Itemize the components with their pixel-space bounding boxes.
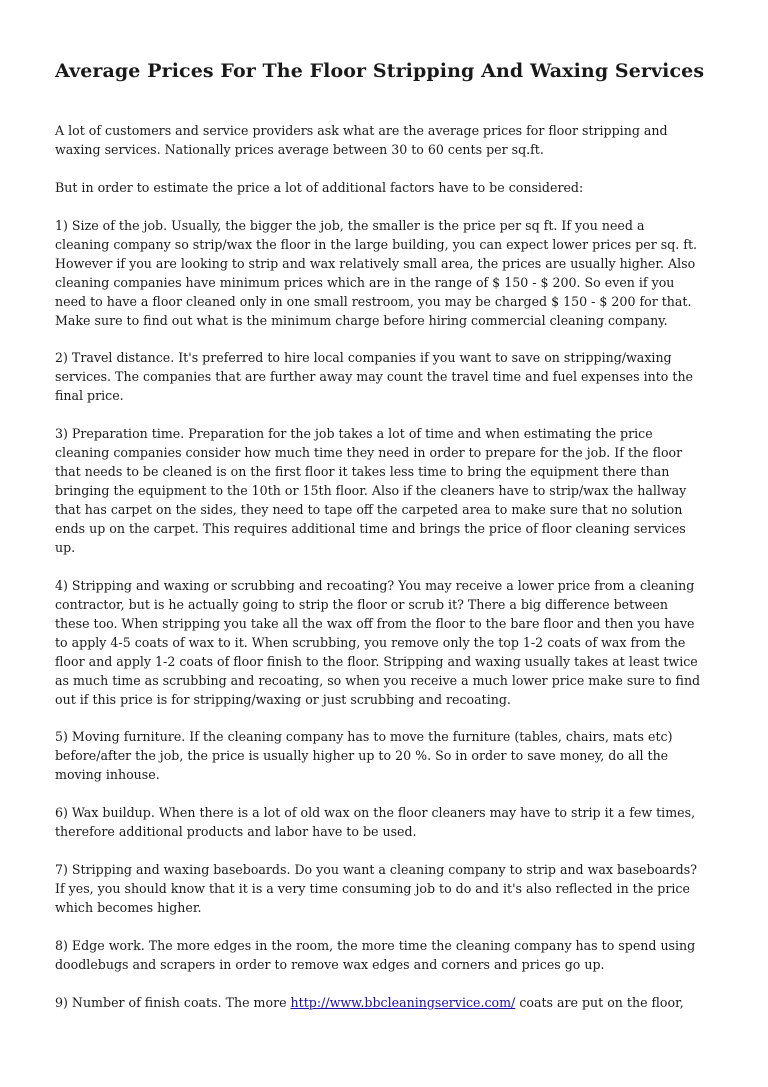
paragraph-line: that needs to be cleaned is on the first floor it takes less time to bring the equipment there than [55, 464, 670, 480]
paragraph-line: 8) Edge work. The more edges in the room, the more time the cleaning company has to spend using [55, 937, 696, 953]
paragraph-line: services. The companies that are further away may count the travel time and fuel expenses into the [55, 369, 694, 385]
paragraph-9 [55, 994, 715, 1013]
paragraph-line: But in order to estimate the price a lot of additional factors have to be considered: [55, 179, 584, 195]
paragraph-line: doodlebugs and scrapers in order to remove wax edges and corners and prices go up. [55, 956, 605, 972]
paragraph-line: 1) Size of the job. Usually, the bigger the job, the smaller is the price per sq ft. If you need a [55, 217, 645, 233]
paragraph-line: final price. [55, 388, 124, 404]
paragraph-text-after-link: coats are put on the floor, [515, 994, 684, 1010]
paragraph-2 [55, 217, 715, 331]
paragraph-line: out if this price is for stripping/waxing or just scrubbing and recoating. [55, 691, 511, 707]
document-body [55, 122, 715, 1032]
paragraph-line: Make sure to find out what is the minimum charge before hiring commercial cleaning company. [55, 312, 668, 328]
paragraph-line: A lot of customers and service providers ask what are the average prices for floor stripping and [55, 123, 668, 138]
paragraph-line: 3) Preparation time. Preparation for the job takes a lot of time and when estimating the price [55, 426, 653, 442]
paragraph-line: bringing the equipment to the 10th or 15th floor. Also if the cleaners have to strip/wax the hallway [55, 483, 687, 499]
paragraph-line: before/after the job, the price is usually higher up to 20 %. So in order to save money, do all the [55, 748, 669, 764]
paragraph-text-before-link: 9) Number of finish coats. The more [55, 994, 291, 1010]
page-title: Average Prices For The Floor Stripping And Waxing Services [55, 60, 705, 82]
paragraph-line: If yes, you should know that it is a very time consuming job to do and it's also reflected in the price [55, 881, 690, 896]
paragraph-line: cleaning companies consider how much time they need in order to prepare for the job. If the floor [55, 445, 683, 461]
paragraph-line: up. [55, 539, 76, 555]
paragraph-line: ends up on the carpet. This requires additional time and brings the price of floor cleaning services [55, 520, 686, 536]
paragraph-9 [55, 937, 715, 975]
paragraph-line: to apply 4-5 coats of wax to it. When scrubbing, you remove only the top 1-2 coats of wax from the [55, 634, 686, 650]
paragraph-line: cleaning company so strip/wax the floor in the large building, you can expect lower prices per sq. ft. [55, 236, 698, 252]
bbcleaningservice-link[interactable]: http://www.bbcleaningservice.com/ [290, 994, 516, 1010]
paragraph-line: cleaning companies have minimum prices which are in the range of $ 150 - $ 200. So even if you [55, 274, 675, 290]
paragraph-line: 2) Travel distance. It's preferred to hire local companies if you want to save on stripping/waxing [55, 350, 672, 366]
paragraph-line: therefore additional products and labor have to be used. [55, 824, 417, 840]
paragraph-line: these too. When stripping you take all the wax off from the floor to the bare floor and then you have [55, 615, 695, 631]
paragraph-6 [55, 728, 715, 785]
paragraph-8 [55, 861, 715, 918]
paragraph-3 [55, 349, 715, 406]
paragraph-line: 6) Wax buildup. When there is a lot of old wax on the floor cleaners may have to strip it a few times, [55, 805, 696, 821]
paragraph-line: 7) Stripping and waxing baseboards. Do you want a cleaning company to strip and wax baseboards? [55, 862, 697, 878]
paragraph-line: contractor, but is he actually going to strip the floor or scrub it? There a big difference between [55, 596, 668, 612]
paragraph-line: 4) Stripping and waxing or scrubbing and recoating? You may receive a lower price from a cleaning [55, 577, 695, 593]
paragraph-line: that has carpet on the sides, they need to tape off the carpeted area to make sure that no solution [55, 502, 683, 517]
paragraph-line: 5) Moving furniture. If the cleaning company has to move the furniture (tables, chairs, mats etc) [55, 729, 673, 745]
paragraph-4 [55, 425, 715, 558]
paragraph-line: moving inhouse. [55, 767, 160, 783]
paragraph-line: need to have a floor cleaned only in one small restroom, you may be charged $ 150 - $ 200 for that. [55, 293, 692, 309]
paragraph-1 [55, 179, 715, 198]
paragraph-line: which becomes higher. [55, 899, 202, 915]
paragraph-line: floor and apply 1-2 coats of floor finish to the floor. Stripping and waxing usually takes at least twice [55, 653, 698, 669]
paragraph-5 [55, 577, 715, 710]
paragraph-0 [55, 122, 715, 160]
paragraph-7 [55, 804, 715, 842]
paragraph-line: waxing services. Nationally prices average between 30 to 60 cents per sq.ft. [55, 141, 544, 157]
paragraph-line: However if you are looking to strip and wax relatively small area, the prices are usually higher. Also [55, 255, 696, 271]
paragraph-line: as much time as scrubbing and recoating, so when you receive a much lower price make sure to find [55, 672, 701, 688]
